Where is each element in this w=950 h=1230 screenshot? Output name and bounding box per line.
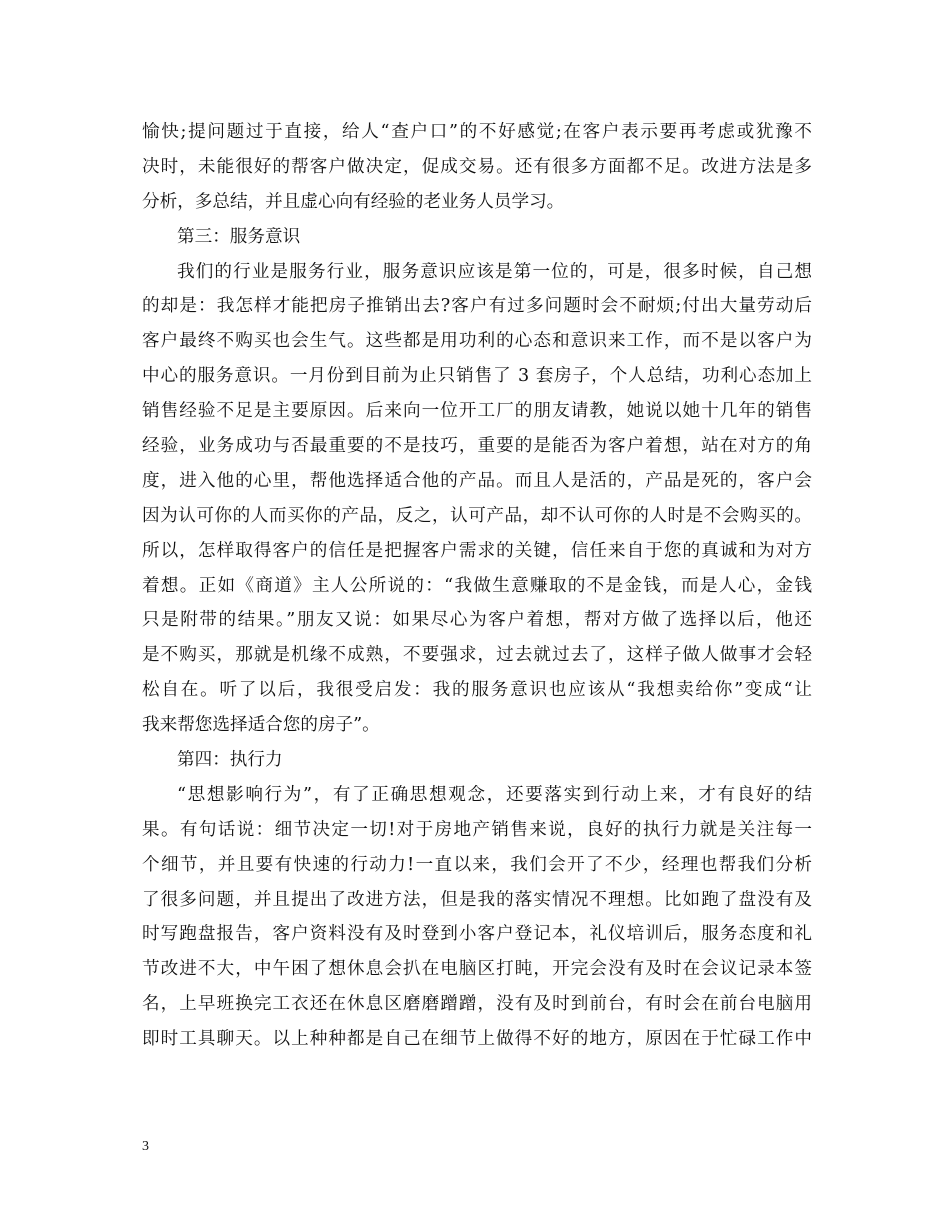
text-line: 决时，未能很好的帮客户做决定，促成交易。还有很多方面都不足。改进方法是多 xyxy=(142,156,812,177)
text-line: 个细节，并且要有快速的行动力!一直以来，我们会开了不少，经理也帮我们分析 xyxy=(142,854,812,875)
text-line: 我来帮您选择适合您的房子”。 xyxy=(142,715,380,736)
text-line: 的却是：我怎样才能把房子推销出去?客户有过多问题时会不耐烦;付出大量劳动后 xyxy=(142,296,812,317)
text-line: 了很多问题，并且提出了改进方法，但是我的落实情况不理想。比如跑了盘没有及 xyxy=(142,889,812,910)
text-line: 中心的服务意识。一月份到目前为止只销售了 3 套房子，个人总结，功利心态加上 xyxy=(142,366,812,387)
text-line: 时写跑盘报告，客户资料没有及时登到小客户登记本，礼仪培训后，服务态度和礼 xyxy=(142,924,812,945)
text-line: 节改进不大，中午困了想休息会扒在电脑区打盹，开完会没有及时在会议记录本签 xyxy=(142,959,812,980)
text-line: 所以，怎样取得客户的信任是把握客户需求的关键，信任来自于您的真诚和为对方 xyxy=(142,540,812,561)
text-line: 果。有句话说：细节决定一切!对于房地产销售来说，良好的执行力就是关注每一 xyxy=(142,819,812,840)
text-line: 名，上早班换完工衣还在休息区磨磨蹭蹭，没有及时到前台，有时会在前台电脑用 xyxy=(142,994,812,1015)
text-line: 因为认可你的人而买你的产品，反之，认可产品，却不认可你的人时是不会购买的。 xyxy=(142,505,812,526)
text-line: 第四：执行力 xyxy=(177,750,283,771)
text-line: 度，进入他的心里，帮他选择适合他的产品。而且人是活的，产品是死的，客户会 xyxy=(142,470,812,491)
document-body xyxy=(142,115,812,1057)
text-line: 销售经验不足是主要原因。后来向一位开工厂的朋友请教，她说以她十几年的销售 xyxy=(142,401,812,422)
page-number: 3 xyxy=(142,1139,149,1154)
text-line: 客户最终不购买也会生气。这些都是用功利的心态和意识来工作，而不是以客户为 xyxy=(142,331,812,352)
text-line: 愉快;提问题过于直接，给人“查户口”的不好感觉;在客户表示要再考虑或犹豫不 xyxy=(142,122,812,142)
text-line: 着想。正如《商道》主人公所说的：“我做生意赚取的不是金钱，而是人心，金钱 xyxy=(142,575,812,596)
text-line: 分析，多总结，并且虚心向有经验的老业务人员学习。 xyxy=(142,191,565,212)
text-line: 第三：服务意识 xyxy=(177,226,301,247)
text-line: 只是附带的结果。”朋友又说：如果尽心为客户着想，帮对方做了选择以后，他还 xyxy=(142,610,812,631)
text-line: 我们的行业是服务行业，服务意识应该是第一位的，可是，很多时候，自己想 xyxy=(177,261,812,282)
text-line: 经验，业务成功与否最重要的不是技巧，重要的是能否为客户着想，站在对方的角 xyxy=(142,436,812,457)
text-line: 即时工具聊天。以上种种都是自己在细节上做得不好的地方，原因在于忙碌工作中 xyxy=(142,1029,812,1050)
text-line: 是不购买，那就是机缘不成熟，不要强求，过去就过去了，这样子做人做事才会轻 xyxy=(142,645,812,666)
text-line: “思想影响行为”，有了正确思想观念，还要落实到行动上来，才有良好的结 xyxy=(177,784,812,805)
text-line: 松自在。听了以后，我很受启发：我的服务意识也应该从“我想卖给你”变成“让 xyxy=(142,680,812,701)
